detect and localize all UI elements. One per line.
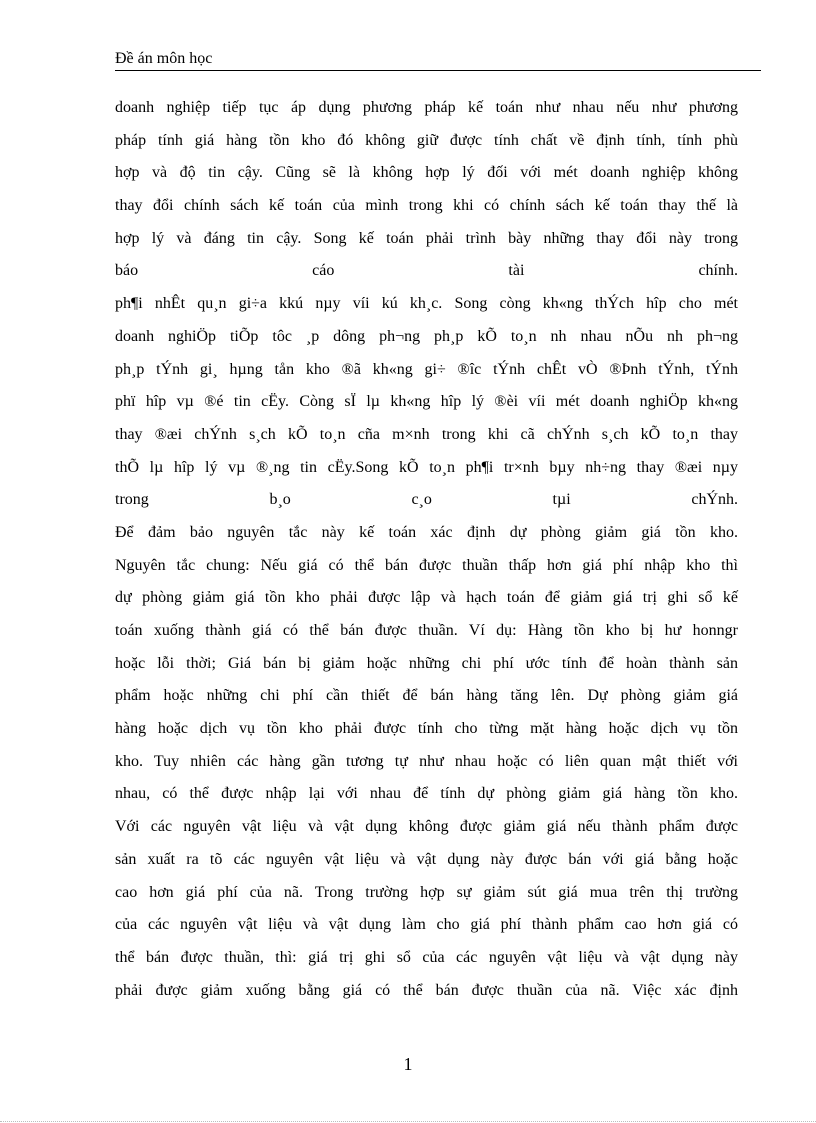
body-line: của các nguyên vật liệu và vật dụng làm cho giá phí thành phẩm cao hơn giá có xyxy=(115,916,738,934)
body-line: pháp tính giá hàng tồn kho đó không giữ được tính chất về định tính, tính phù xyxy=(115,131,738,149)
body-line: hợp lý và đáng tin cậy. Song kế toán phải trình bày những thay đổi này trong xyxy=(115,229,738,247)
body-text xyxy=(115,92,738,1007)
body-line: dự phòng giảm giá tồn kho phải được lập và hạch toán để giảm giá trị ghi sổ kế xyxy=(115,589,738,607)
body-line: thể bán được thuần, thì: giá trị ghi sổ của các nguyên vật liệu và vật dụng này xyxy=(115,948,738,966)
body-line: thay ®æi chÝnh s¸ch kÕ to¸n cña m×nh trong khi cã chÝnh s¸ch kÕ to¸n thay xyxy=(115,425,738,443)
footer-divider xyxy=(0,1121,816,1122)
body-line: hàng hoặc dịch vụ tồn kho phải được tính cho từng mặt hàng hoặc dịch vụ tồn xyxy=(115,720,738,738)
body-line: ph¸p tÝnh gi¸ hµng tån kho ®ã kh«ng gi÷ ®îc tÝnh chÊt vÒ ®Þnh tÝnh, tÝnh xyxy=(115,360,738,378)
body-line: Với các nguyên vật liệu và vật dụng không được giảm giá nếu thành phẩm được xyxy=(115,818,738,836)
body-line: doanh nghiÖp tiÕp tôc ¸p dông ph¬ng ph¸p kÕ to¸n nh nhau nÕu nh ph¬ng xyxy=(115,327,738,345)
body-line: Nguyên tắc chung: Nếu giá có thể bán được thuần thấp hơn giá phí nhập kho thì xyxy=(115,556,738,574)
body-line: toán xuống thành giá có thể bán được thuần. Ví dụ: Hàng tồn kho bị hư honngr xyxy=(115,622,738,639)
body-line: phải được giảm xuống bằng giá có thể bán được thuần của nã. Việc xác định xyxy=(115,981,738,999)
body-line: doanh nghiệp tiếp tục áp dụng phương pháp kế toán như nhau nếu như phương xyxy=(115,99,738,116)
header-divider xyxy=(115,70,761,71)
body-line: thÕ lµ hîp lý vµ ®¸ng tin cËy.Song kÕ to¸n ph¶i tr×nh bµy nh÷ng thay ®æi nµy xyxy=(115,458,738,476)
body-line: Để đảm bảo nguyên tắc này kế toán xác định dự phòng giảm giá tồn kho. xyxy=(115,523,738,541)
body-line: sản xuất ra tõ các nguyên vật liệu và vật dụng này được bán với giá bằng hoặc xyxy=(115,850,738,868)
body-line: phï hîp vµ ®é tin cËy. Còng sÏ lµ kh«ng hîp lý ®èi víi mét doanh nghiÖp kh«ng xyxy=(115,393,738,411)
page-number: 1 xyxy=(403,1054,413,1074)
body-line: hoặc lỗi thời; Giá bán bị giảm hoặc những chi phí ước tính để hoàn thành sản xyxy=(115,654,738,672)
body-line: nhau, có thể được nhập lại với nhau để tính dự phòng giảm giá hàng tồn kho. xyxy=(115,785,738,803)
body-line: báo cáo tài chính. xyxy=(115,262,738,280)
body-line: trong b¸o c¸o tµi chÝnh. xyxy=(115,491,738,509)
body-line: kho. Tuy nhiên các hàng gần tương tự như nhau hoặc có liên quan mật thiết với xyxy=(115,752,738,770)
body-line: phẩm hoặc những chi phí cần thiết để bán hàng tăng lên. Dự phòng giảm giá xyxy=(115,687,738,705)
body-line: cao hơn giá phí của nã. Trong trường hợp sự giảm sút giá mua trên thị trường xyxy=(115,883,738,901)
body-line: hợp và độ tin cậy. Cũng sẽ là không hợp lý đối với mét doanh nghiệp không xyxy=(115,164,738,182)
page-header-title: Đề án môn học xyxy=(115,50,213,67)
body-line: thay đổi chính sách kế toán của mình trong khi có chính sách kế toán thay thế là xyxy=(115,197,738,215)
body-line: ph¶i nhÊt qu¸n gi÷a kkú nµy víi kú kh¸c. Song còng kh«ng thÝch hîp cho mét xyxy=(115,295,738,313)
